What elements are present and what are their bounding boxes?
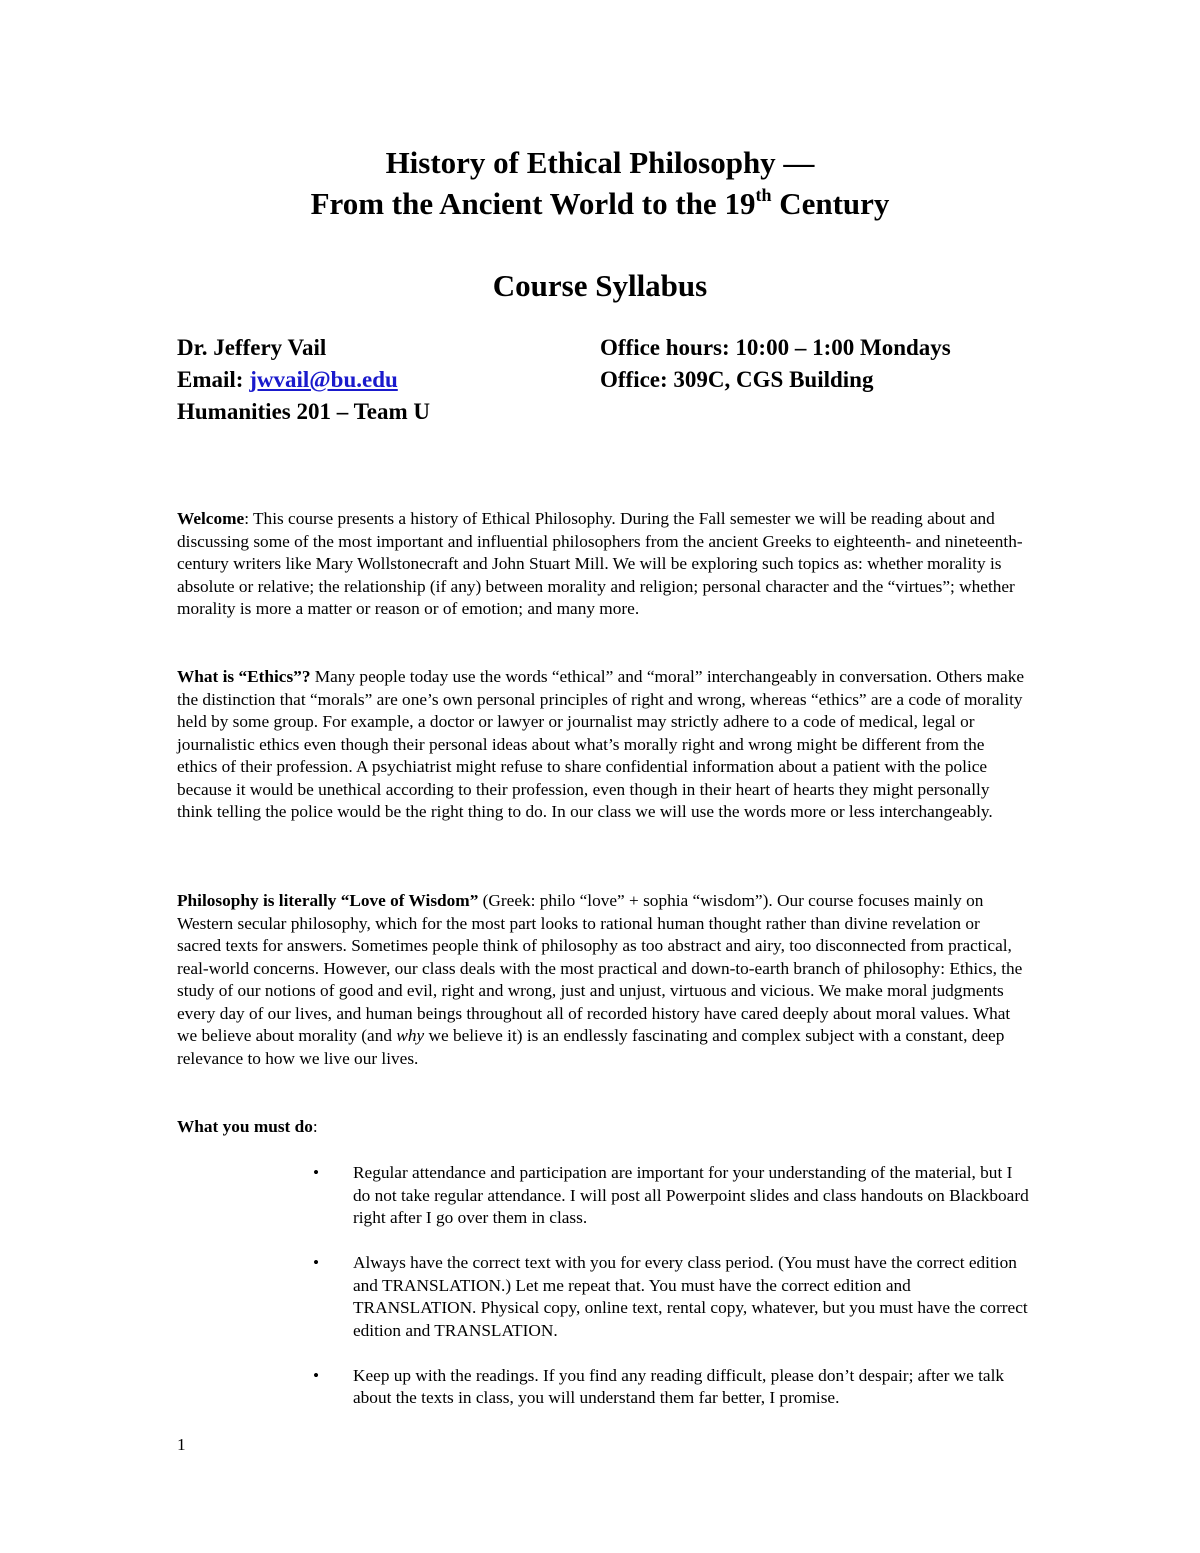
welcome-paragraph: [177, 508, 1027, 621]
list-item-text: Always have the correct text with you for every class period. (You must have the correct edition and TRANSLATION.) Let me repeat that. You must have the correct edition and TRANSLATION. Physical copy, online text, rental copy, whatever, but you must have the correct edition and TRANSLATION.: [353, 1253, 1028, 1340]
welcome-text: : This course presents a history of Ethical Philosophy. During the Fall semester we will be reading about and discussing some of the most important and influential philosophers from the ancient Greeks to eighteenth- and nineteenth-century writers like Mary Wollstonecraft and John Stuart Mill. We will be exploring such topics as: whether morality is absolute or relative; the relationship (if any) between morality and religion; personal character and the “virtues”; whether morality is more a matter or reason or of emotion; and many more.: [177, 509, 1023, 618]
welcome-label: Welcome: [177, 509, 245, 528]
list-item: [313, 1162, 1033, 1230]
philosophy-label: Philosophy is literally “Love of Wisdom”: [177, 891, 479, 910]
page-title-line2: [0, 184, 1200, 224]
ethics-text: Many people today use the words “ethical” and “moral” interchangeably in conversation. Others make the distinction that “morals” are one’s own personal principles of right and wrong, whereas “ethics” are a code of morality held by some group. For example, a doctor or lawyer or journalist may strictly adhere to a code of medical, legal or journalistic ethics even though their personal ideas about what’s morally right and wrong might be different from the ethics of their profession. A psychiatrist might refuse to share confidential information about a patient with the police because it would be unethical according to their profession, even though in their heart of hearts they might personally think telling the police would be the right thing to do. In our class we will use the words more or less interchangeably.: [177, 667, 1025, 821]
requirements-heading: [177, 1116, 1027, 1139]
bullet-icon: •: [313, 1163, 320, 1182]
email-line: [177, 364, 430, 396]
instructor-info: [177, 332, 430, 428]
page-number: 1: [177, 1435, 186, 1454]
requirements-colon: :: [312, 1117, 318, 1136]
title-ordinal-suffix: th: [755, 184, 772, 205]
philosophy-paragraph: [177, 890, 1027, 1070]
list-item: [313, 1252, 1033, 1342]
title-line2-end: Century: [771, 186, 890, 221]
office-location: Office: 309C, CGS Building: [600, 367, 874, 392]
bullet-icon: •: [313, 1253, 320, 1272]
philosophy-emphasis: why: [396, 1026, 425, 1045]
page-subtitle: Course Syllabus: [492, 268, 708, 303]
list-item: [313, 1365, 1033, 1410]
email-link[interactable]: jwvail@bu.edu: [249, 367, 398, 392]
requirements-list: [313, 1162, 1033, 1432]
ethics-paragraph: [177, 666, 1027, 824]
philosophy-text-a: (Greek: philo “love” + sophia “wisdom”). Our course focuses mainly on Western secular philosophy, which for the most part looks to rational human thought rather than divine revelation or sacred texts for answers. Sometimes people think of philosophy as too abstract and airy, too disconnected from practical, real-world concerns. However, our class deals with the most practical and down-to-earth branch of philosophy: Ethics, the study of our notions of good and evil, right and wrong, just and unjust, virtuous and vicious. We make moral judgments every day of our lives, and human beings throughout all of recorded history have cared deeply about moral values. What we believe about morality (and: [177, 891, 1023, 1045]
office-hours: Office hours: 10:00 – 1:00 Mondays: [600, 335, 951, 360]
page-title-line1: History of Ethical Philosophy —: [385, 145, 815, 180]
course-code: Humanities 201 – Team U: [177, 399, 431, 424]
list-item-text: Keep up with the readings. If you find any reading difficult, please don’t despair; after we talk about the texts in class, you will understand them far better, I promise.: [353, 1365, 1005, 1407]
philosophy-text-b: we believe it) is an endlessly fascinating and complex subject with a constant, deep relevance to how we live our lives.: [177, 1026, 1005, 1068]
instructor-name: Dr. Jeffery Vail: [177, 335, 327, 360]
email-label: Email:: [177, 367, 250, 392]
office-info: [600, 332, 951, 396]
bullet-icon: •: [313, 1365, 320, 1385]
ethics-label: What is “Ethics”?: [177, 667, 311, 686]
requirements-label: What you must do: [177, 1117, 313, 1136]
title-line2-text: From the Ancient World to the 19: [310, 186, 756, 221]
list-item-text: Regular attendance and participation are important for your understanding of the material, but I do not take regular attendance. I will post all Powerpoint slides and class handouts on Blackboard right after I go over them in class.: [353, 1163, 1029, 1227]
